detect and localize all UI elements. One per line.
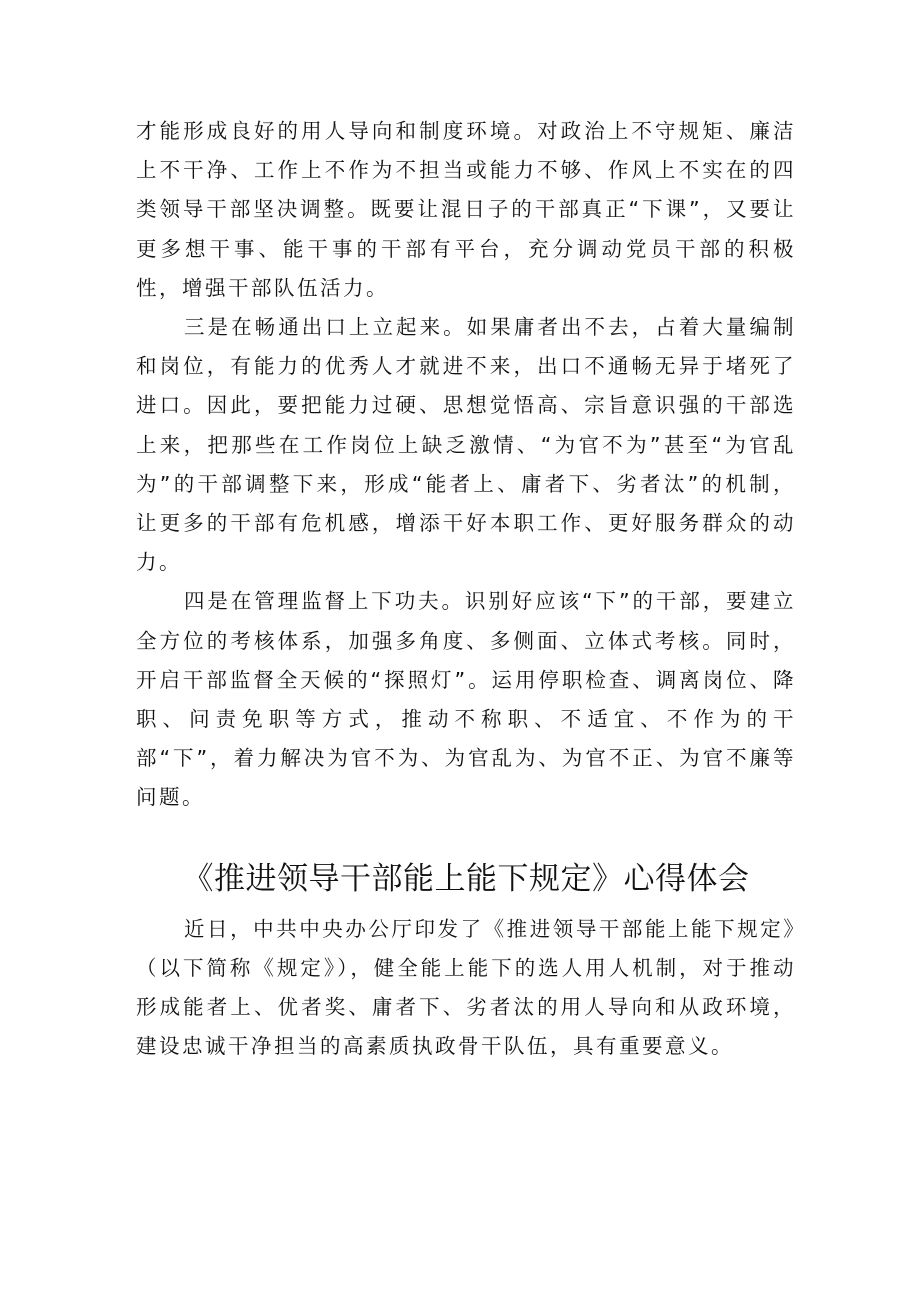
paragraph-continuation: 才能形成良好的用人导向和制度环境。对政治上不守规矩、廉洁上不干净、工作上不作为不担当或能力不够、作风上不实在的四类领导干部坚决调整。既要让混日子的干部真正“下课”，又要让更多想干事、能干事的干部有平台，充分调动党员干部的积极性，增强干部队伍活力。	[136, 119, 796, 300]
section-title: 《推进领导干部能上能下规定》心得体会	[182, 860, 750, 897]
paragraph-point-three: 三是在畅通出口上立起来。如果庸者出不去，占着大量编制和岗位，有能力的优秀人才就进不来，出口不通畅无异于堵死了进口。因此，要把能力过硬、思想觉悟高、宗旨意识强的干部选上来，把那些在工作岗位上缺乏激情、“为官不为”甚至“为官乱为”的干部调整下来，形成“能者上、庸者下、劣者汰”的机制，让更多的干部有危机感，增添干好本职工作、更好服务群众的动力。	[136, 315, 796, 575]
document-body	[136, 112, 796, 1066]
paragraph-intro: 近日，中共中央办公厅印发了《推进领导干部能上能下规定》（以下简称《规定》），健全能上能下的选人用人机制，对于推动形成能者上、优者奖、庸者下、劣者汰的用人导向和从政环境，建设忠诚干净担当的高素质执政骨干队伍，具有重要意义。	[136, 916, 796, 1059]
paragraph-point-four: 四是在管理监督上下功夫。识别好应该“下”的干部，要建立全方位的考核体系，加强多角度、多侧面、立体式考核。同时，开启干部监督全天候的“探照灯”。运用停职检查、调离岗位、降职、问责免职等方式，推动不称职、不适宜、不作为的干部“下”，着力解决为官不为、为官乱为、为官不正、为官不廉等问题。	[136, 589, 796, 810]
